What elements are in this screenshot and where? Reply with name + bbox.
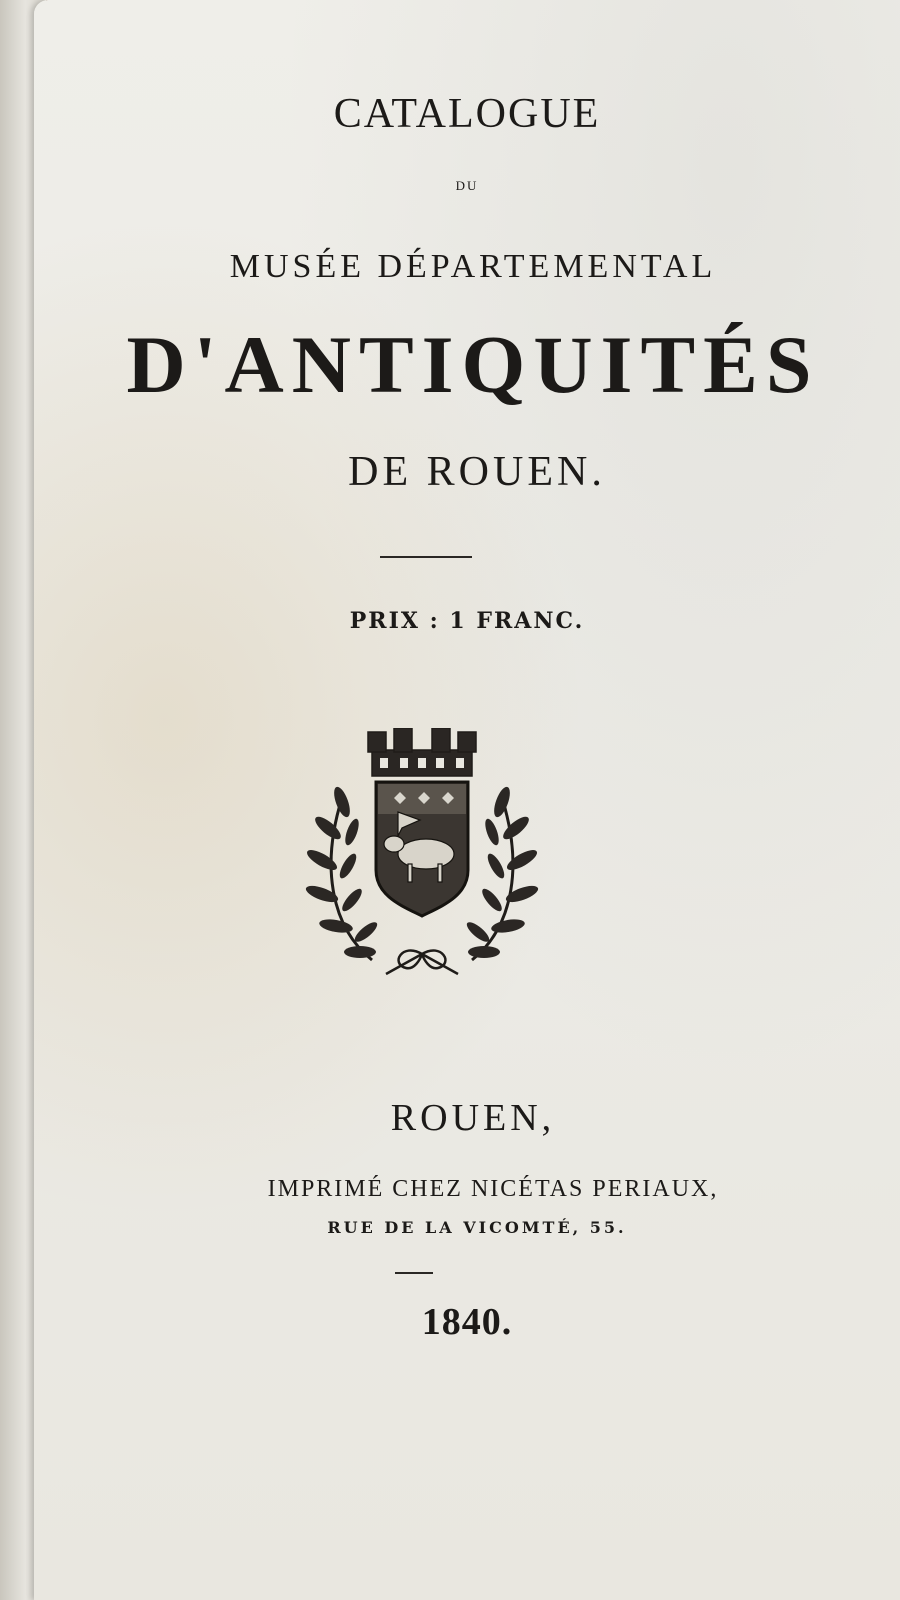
rouen-coat-of-arms-icon: [302, 728, 542, 976]
publication-year: 1840.: [421, 1301, 513, 1343]
title-page: [34, 0, 900, 1600]
imprint-address: RUE DE LA VICOMTÉ, 55.: [327, 1218, 627, 1237]
book-main-title: D'ANTIQUITÉS: [126, 319, 820, 410]
divider-rule: [395, 1272, 433, 1274]
imprint-place: ROUEN,: [390, 1097, 556, 1139]
title-connector: DU: [455, 178, 479, 193]
price-line: PRIX : 1 FRANC.: [349, 608, 585, 634]
book-location: DE ROUEN.: [348, 449, 606, 495]
book-title: CATALOGUE: [333, 91, 601, 137]
book-subtitle: MUSÉE DÉPARTEMENTAL: [229, 248, 717, 285]
imprint-printer: IMPRIMÉ CHEZ NICÉTAS PERIAUX,: [267, 1176, 719, 1202]
divider-rule: [380, 556, 472, 558]
